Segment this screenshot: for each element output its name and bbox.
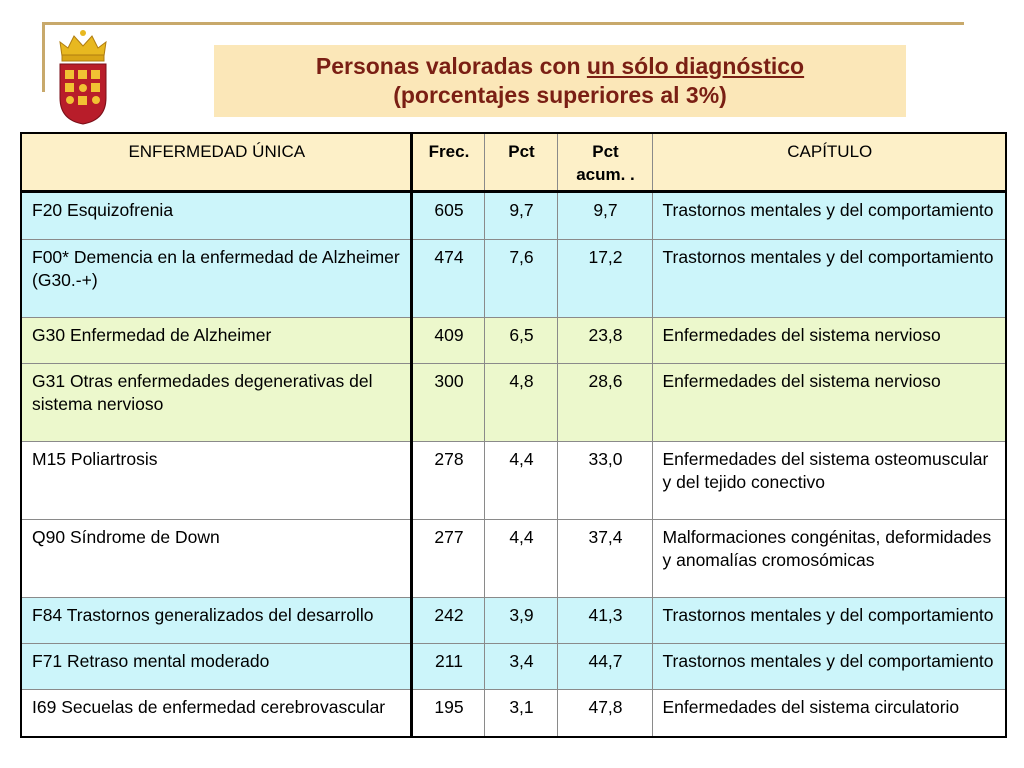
cell-capitulo: Trastornos mentales y del comportamiento <box>652 643 1006 689</box>
cell-capitulo: Enfermedades del sistema nervioso <box>652 364 1006 442</box>
table-row <box>21 519 1006 597</box>
header-enfermedad: ENFERMEDAD ÚNICA <box>21 133 411 192</box>
cell-pct-acum: 47,8 <box>557 690 652 737</box>
header-pct-acum: Pct acum. . <box>557 133 652 192</box>
cell-pct: 9,7 <box>484 192 557 240</box>
cell-pct-acum: 23,8 <box>557 317 652 363</box>
cell-capitulo: Malformaciones congénitas, deformidades y anomalías cromosómicas <box>652 519 1006 597</box>
decorative-frame-top <box>42 22 964 25</box>
cell-pct: 3,4 <box>484 643 557 689</box>
cell-enfermedad: G30 Enfermedad de Alzheimer <box>21 317 411 363</box>
cell-frec: 277 <box>411 519 484 597</box>
diagnosis-table <box>20 132 1007 738</box>
cell-pct-acum: 28,6 <box>557 364 652 442</box>
cell-enfermedad: F71 Retraso mental moderado <box>21 643 411 689</box>
cell-pct: 3,1 <box>484 690 557 737</box>
title-line-1 <box>214 52 906 81</box>
cell-pct-acum: 44,7 <box>557 643 652 689</box>
cell-frec: 409 <box>411 317 484 363</box>
cell-frec: 242 <box>411 597 484 643</box>
cell-enfermedad: G31 Otras enfermedades degenerativas del sistema nervioso <box>21 364 411 442</box>
cell-frec: 474 <box>411 239 484 317</box>
cell-pct: 4,4 <box>484 441 557 519</box>
cell-enfermedad: Q90 Síndrome de Down <box>21 519 411 597</box>
header-capitulo: CAPÍTULO <box>652 133 1006 192</box>
cell-pct-acum: 33,0 <box>557 441 652 519</box>
table-row <box>21 192 1006 240</box>
cell-pct: 6,5 <box>484 317 557 363</box>
table-row <box>21 441 1006 519</box>
cell-frec: 300 <box>411 364 484 442</box>
coat-of-arms-icon <box>54 26 112 126</box>
cell-pct-acum: 41,3 <box>557 597 652 643</box>
cell-enfermedad: F00* Demencia en la enfermedad de Alzheimer (G30.-+) <box>21 239 411 317</box>
cell-frec: 211 <box>411 643 484 689</box>
cell-capitulo: Trastornos mentales y del comportamiento <box>652 239 1006 317</box>
cell-capitulo: Enfermedades del sistema circulatorio <box>652 690 1006 737</box>
table-row <box>21 643 1006 689</box>
title-prefix: Personas valoradas con <box>315 53 587 79</box>
cell-pct: 3,9 <box>484 597 557 643</box>
table-header-row <box>21 133 1006 192</box>
cell-pct-acum: 9,7 <box>557 192 652 240</box>
cell-pct-acum: 37,4 <box>557 519 652 597</box>
table-row <box>21 317 1006 363</box>
cell-enfermedad: I69 Secuelas de enfermedad cerebrovascular <box>21 690 411 737</box>
header-pct: Pct <box>484 133 557 192</box>
cell-capitulo: Trastornos mentales y del comportamiento <box>652 192 1006 240</box>
cell-enfermedad: F84 Trastornos generalizados del desarrollo <box>21 597 411 643</box>
cell-enfermedad: M15 Poliartrosis <box>21 441 411 519</box>
table-row <box>21 690 1006 737</box>
cell-pct: 7,6 <box>484 239 557 317</box>
title-underlined: un sólo diagnóstico <box>586 53 805 79</box>
cell-capitulo: Trastornos mentales y del comportamiento <box>652 597 1006 643</box>
cell-frec: 605 <box>411 192 484 240</box>
cell-pct: 4,8 <box>484 364 557 442</box>
title-line-2: (porcentajes superiores al 3%) <box>393 82 727 108</box>
header-frec: Frec. <box>411 133 484 192</box>
cell-capitulo: Enfermedades del sistema osteomuscular y del tejido conectivo <box>652 441 1006 519</box>
cell-capitulo: Enfermedades del sistema nervioso <box>652 317 1006 363</box>
table-row <box>21 597 1006 643</box>
cell-enfermedad: F20 Esquizofrenia <box>21 192 411 240</box>
slide-title <box>214 45 906 117</box>
cell-pct-acum: 17,2 <box>557 239 652 317</box>
cell-pct: 4,4 <box>484 519 557 597</box>
cell-frec: 278 <box>411 441 484 519</box>
decorative-frame-left <box>42 22 45 92</box>
table-row <box>21 239 1006 317</box>
cell-frec: 195 <box>411 690 484 737</box>
table-row <box>21 364 1006 442</box>
